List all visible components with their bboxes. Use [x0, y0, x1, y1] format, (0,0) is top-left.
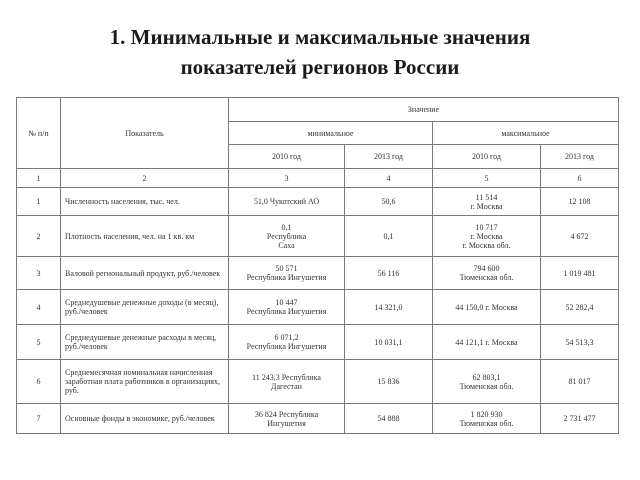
cell-min-2010: [229, 257, 345, 290]
header-year: 2013 год: [541, 145, 619, 169]
header-min: минимальное: [229, 122, 433, 145]
cell-line: Тюменская обл.: [459, 381, 514, 391]
header-year: 2013 год: [345, 145, 433, 169]
cell-min-2010: [229, 290, 345, 325]
cell-line: г. Москва: [470, 201, 503, 211]
cell-min-2010: 51,0 Чукотский АО: [229, 188, 345, 216]
header-row-1: [17, 98, 619, 122]
row-indicator: Валовой региональный продукт, руб./человек: [61, 257, 229, 290]
row-indicator: Среднедушевые денежные расходы в месяц, руб./человек: [61, 325, 229, 360]
table-row: [17, 216, 619, 257]
cell-line: Республика Ингушетия: [246, 307, 327, 316]
cell-max-2013: 52 282,4: [541, 290, 619, 325]
cell-max-2013: 12 108: [541, 188, 619, 216]
cell-min-2010: [229, 216, 345, 257]
table-row: [17, 257, 619, 290]
cell-min-2013: 0,1: [345, 216, 433, 257]
row-number: 6: [17, 360, 61, 404]
cell-line: 50 571: [275, 264, 298, 273]
title-line-2: показателей регионов России: [180, 55, 460, 79]
cell-min-2013: 50,6: [345, 188, 433, 216]
column-number: 4: [345, 169, 433, 188]
row-indicator: Численность населения, тыс. чел.: [61, 188, 229, 216]
slide-title: [0, 22, 640, 82]
column-number: 3: [229, 169, 345, 188]
cell-line: 0,1: [281, 222, 292, 232]
cell-line: г. Москва: [470, 231, 503, 241]
header-year: 2010 год: [433, 145, 541, 169]
cell-line: Республика Ингушетия: [246, 273, 327, 282]
table-row: [17, 360, 619, 404]
cell-min-2013: 15 836: [345, 360, 433, 404]
cell-line: 36 824 Республика: [254, 409, 319, 419]
table-row: [17, 290, 619, 325]
cell-line: Ингушетия: [267, 418, 306, 428]
cell-max-2013: 54 513,3: [541, 325, 619, 360]
header-values: Значение: [229, 98, 619, 122]
cell-line: Саха: [278, 240, 295, 250]
header-indicator: Показатель: [61, 98, 229, 169]
row-number: 5: [17, 325, 61, 360]
cell-line: 11 514: [475, 192, 498, 202]
cell-line: г. Москва обл.: [462, 240, 511, 250]
indicators-table: [16, 97, 619, 434]
column-number: 1: [17, 169, 61, 188]
cell-line: 6 071,2: [274, 333, 299, 342]
cell-line: Республика Ингушетия: [246, 342, 327, 351]
cell-max-2010: [433, 257, 541, 290]
row-number: 7: [17, 404, 61, 434]
cell-line: 10 447: [275, 298, 298, 307]
column-number: 2: [61, 169, 229, 188]
cell-line: Тюменская обл.: [459, 418, 514, 428]
cell-max-2013: 4 672: [541, 216, 619, 257]
cell-line: Тюменская обл.: [459, 273, 514, 282]
cell-min-2013: 10 031,1: [345, 325, 433, 360]
row-number: 2: [17, 216, 61, 257]
cell-line: 11 243,3 Республика: [252, 372, 321, 382]
cell-min-2010: [229, 360, 345, 404]
row-indicator: Среднедушевые денежные доходы (в месяц), руб./человек: [61, 290, 229, 325]
row-indicator: Плотность населения, чел. на 1 кв. км: [61, 216, 229, 257]
table-row: [17, 404, 619, 434]
cell-line: 794 600: [473, 264, 500, 273]
column-number: 6: [541, 169, 619, 188]
row-indicator: Основные фонды в экономике, руб./человек: [61, 404, 229, 434]
cell-min-2010: [229, 325, 345, 360]
cell-line: Республика: [266, 231, 307, 241]
column-number-row: [17, 169, 619, 188]
table-row: [17, 188, 619, 216]
row-indicator: Среднемесячная номинальная начисленная заработная плата работников в организациях, руб.: [61, 360, 229, 404]
cell-line: 1 820 930: [470, 409, 503, 419]
cell-line: 62 803,1: [472, 372, 501, 382]
cell-min-2010: [229, 404, 345, 434]
row-number: 1: [17, 188, 61, 216]
header-max: максимальное: [433, 122, 619, 145]
title-line-1: 1. Минимальные и максимальные значения: [109, 25, 531, 49]
header-year: 2010 год: [229, 145, 345, 169]
cell-max-2013: 2 731 477: [541, 404, 619, 434]
row-number: 4: [17, 290, 61, 325]
cell-max-2010: [433, 188, 541, 216]
cell-line: Дагестан: [271, 381, 302, 391]
cell-max-2010: 44 121,1 г. Москва: [433, 325, 541, 360]
cell-max-2013: 81 017: [541, 360, 619, 404]
table-row: [17, 325, 619, 360]
cell-max-2013: 1 019 481: [541, 257, 619, 290]
cell-line: 10 717: [475, 222, 498, 232]
cell-max-2010: [433, 216, 541, 257]
row-number: 3: [17, 257, 61, 290]
cell-max-2010: [433, 404, 541, 434]
cell-max-2010: 44 150,0 г. Москва: [433, 290, 541, 325]
column-number: 5: [433, 169, 541, 188]
cell-min-2013: 54 888: [345, 404, 433, 434]
cell-min-2013: 14 321,0: [345, 290, 433, 325]
header-num: № п/п: [17, 98, 61, 169]
cell-min-2013: 56 116: [345, 257, 433, 290]
cell-max-2010: [433, 360, 541, 404]
